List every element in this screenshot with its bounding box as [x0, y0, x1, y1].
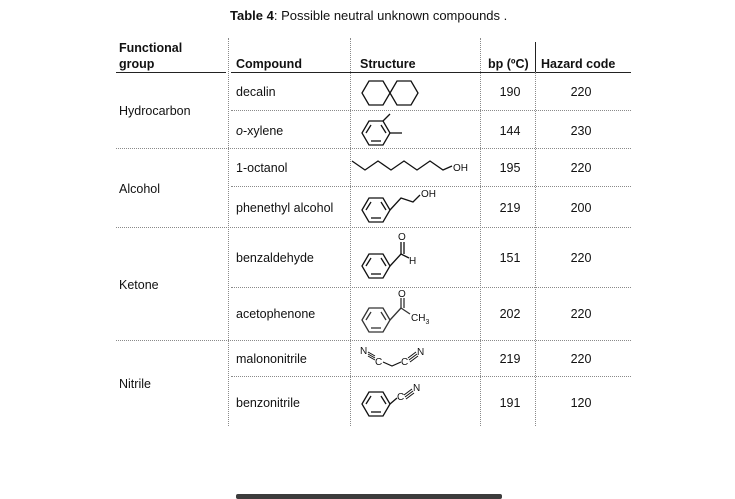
- bp-value: 151: [499, 251, 521, 265]
- hazard-code: 220: [570, 251, 592, 265]
- benzonitrile-structure-icon: [360, 378, 430, 420]
- compound-name: malononitrile: [236, 352, 307, 366]
- header-rule-group: [116, 72, 226, 73]
- hazard-code: 220: [570, 161, 592, 175]
- bp-value: 195: [499, 161, 521, 175]
- hazard-code: 220: [570, 85, 592, 99]
- table-caption: [230, 8, 507, 23]
- column-divider-compound: [228, 38, 229, 426]
- aldehyde-hydrogen-label: H: [409, 256, 417, 267]
- header-compound: Compound: [236, 57, 302, 71]
- carbon-label: C: [397, 392, 405, 403]
- malononitrile-structure-icon: [360, 342, 440, 372]
- hydroxyl-label: OH: [453, 163, 468, 174]
- compound-name: decalin: [236, 85, 276, 99]
- methyl-label: $CH_3$: [411, 313, 430, 326]
- phenethyl-alcohol-structure-icon: [360, 186, 440, 226]
- group-label-ketone: Ketone: [119, 278, 159, 292]
- hydroxyl-label: OH: [421, 189, 436, 200]
- group-label-nitrile: Nitrile: [119, 377, 151, 391]
- compound-name: 1-octanol: [236, 161, 288, 175]
- bp-value: 191: [499, 396, 521, 410]
- octanol-structure-icon: [352, 154, 477, 178]
- group-separator: [116, 227, 631, 228]
- o-xylene-structure-icon: [360, 113, 410, 149]
- row-separator: [231, 376, 631, 377]
- compound-name: o-xylene: [236, 124, 284, 138]
- bp-value: 202: [499, 307, 521, 321]
- compound-name: benzonitrile: [236, 396, 300, 410]
- group-separator: [116, 340, 631, 341]
- hazard-code: 120: [570, 396, 592, 410]
- horizontal-scrollbar[interactable]: [236, 494, 502, 499]
- table-label: Table 4: [230, 8, 274, 23]
- row-separator: [231, 110, 631, 111]
- hazard-code: 220: [570, 307, 592, 321]
- compound-name: acetophenone: [236, 307, 316, 321]
- hazard-code: 230: [570, 124, 592, 138]
- benzaldehyde-structure-icon: [360, 230, 430, 282]
- header-hazard-code: Hazard code: [541, 57, 616, 71]
- bp-value: 190: [499, 85, 521, 99]
- decalin-structure-icon: [360, 76, 420, 110]
- header-functional-group-line1: Functional: [119, 41, 183, 55]
- carbon-label: C: [401, 357, 409, 368]
- hazard-code: 200: [570, 201, 592, 215]
- nitrogen-label: N: [413, 383, 421, 394]
- table-caption-text: : Possible neutral unknown compounds .: [273, 8, 508, 23]
- carbonyl-oxygen-label: O: [398, 289, 406, 300]
- bp-value: 219: [499, 352, 521, 366]
- hazard-code: 220: [570, 352, 592, 366]
- column-divider-structure: [350, 38, 351, 426]
- acetophenone-structure-icon: [360, 288, 440, 338]
- carbonyl-oxygen-label: O: [398, 232, 406, 243]
- compound-name: phenethyl alcohol: [236, 201, 334, 215]
- compound-name: benzaldehyde: [236, 251, 314, 265]
- header-divider-bp: [535, 42, 536, 72]
- header-rule-main: [231, 72, 631, 73]
- bp-value: 219: [499, 201, 521, 215]
- bp-value: 144: [499, 124, 521, 138]
- carbon-label: C: [375, 357, 383, 368]
- header-structure: Structure: [360, 57, 416, 71]
- header-functional-group-line2: group: [119, 57, 155, 71]
- header-bp: bp (ºC): [488, 57, 529, 71]
- group-label-alcohol: Alcohol: [119, 182, 160, 196]
- group-label-hydrocarbon: Hydrocarbon: [119, 104, 191, 118]
- nitrogen-label: N: [360, 346, 368, 357]
- nitrogen-label: N: [417, 347, 425, 358]
